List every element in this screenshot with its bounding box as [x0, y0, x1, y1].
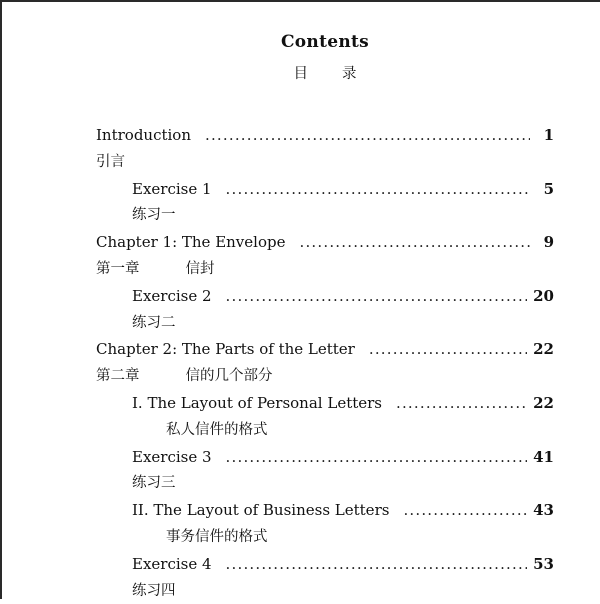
toc-entry-section-personal-letters[interactable] — [96, 390, 554, 417]
toc-entry-chinese: 引言 — [96, 153, 125, 170]
toc-entry-title: I. The Layout of Personal Letters — [132, 393, 382, 412]
toc-entry-title: Exercise 1 — [132, 179, 212, 198]
chapter-title-chinese: 信封 — [185, 260, 215, 277]
toc-entry-chinese: 练习一 — [132, 207, 176, 224]
toc-entry-chinese: 事务信件的格式 — [166, 528, 268, 545]
dot-leader — [226, 551, 528, 578]
toc-entry-chinese: 练习二 — [132, 314, 176, 331]
toc-entry-chinese: 练习四 — [132, 582, 176, 599]
toc-page-number: 43 — [533, 501, 554, 520]
dot-leader — [205, 122, 530, 149]
toc-entry-chinese: 练习三 — [132, 475, 176, 492]
toc-page-number: 5 — [543, 179, 554, 198]
toc-entry-title: Exercise 2 — [132, 286, 212, 305]
left-border — [0, 0, 2, 599]
toc-entry-chinese: 私人信件的格式 — [166, 421, 268, 438]
toc-entry-chapter-1[interactable] — [96, 229, 554, 256]
toc-entry-exercise-1[interactable] — [96, 176, 554, 203]
dot-leader — [403, 497, 527, 524]
toc-page-number: 22 — [533, 393, 554, 412]
top-border — [0, 0, 600, 2]
dot-leader — [369, 336, 527, 363]
chapter-title-chinese: 信的几个部分 — [185, 368, 273, 385]
toc-entry-exercise-4[interactable] — [96, 551, 554, 578]
toc-entry-exercise-2[interactable] — [96, 283, 554, 310]
chapter-label-chinese: 第一章 — [96, 260, 140, 277]
toc-entry-title: Exercise 4 — [132, 554, 212, 573]
toc-entry-chinese — [96, 363, 554, 390]
toc-page-number: 41 — [533, 447, 554, 466]
toc-entry-exercise-3[interactable] — [96, 444, 554, 471]
table-of-contents — [96, 122, 554, 604]
dot-leader — [299, 229, 530, 256]
toc-entry-title: II. The Layout of Business Letters — [132, 501, 390, 520]
toc-page-number: 1 — [543, 126, 554, 144]
toc-entry-title: Chapter 2: The Parts of the Letter — [96, 340, 355, 359]
toc-entry-title: Exercise 3 — [132, 447, 212, 466]
toc-entry-chinese — [96, 256, 554, 283]
page-subtitle-chinese: 目录 — [293, 66, 391, 82]
toc-entry-title: Introduction — [96, 126, 191, 144]
page-title: Contents — [280, 32, 370, 52]
chapter-label-chinese: 第二章 — [96, 368, 140, 385]
toc-page-number: 53 — [533, 554, 554, 573]
toc-entry-chapter-2[interactable] — [96, 336, 554, 363]
toc-entry-introduction[interactable] — [96, 122, 554, 149]
toc-page-number: 20 — [533, 286, 554, 305]
toc-entry-title: Chapter 1: The Envelope — [96, 233, 286, 252]
dot-leader — [226, 283, 528, 310]
toc-entry-section-business-letters[interactable] — [96, 497, 554, 524]
toc-page-number: 22 — [533, 340, 554, 359]
dot-leader — [396, 390, 527, 417]
dot-leader — [226, 444, 528, 471]
dot-leader — [226, 176, 530, 203]
toc-page-number: 9 — [543, 233, 554, 252]
